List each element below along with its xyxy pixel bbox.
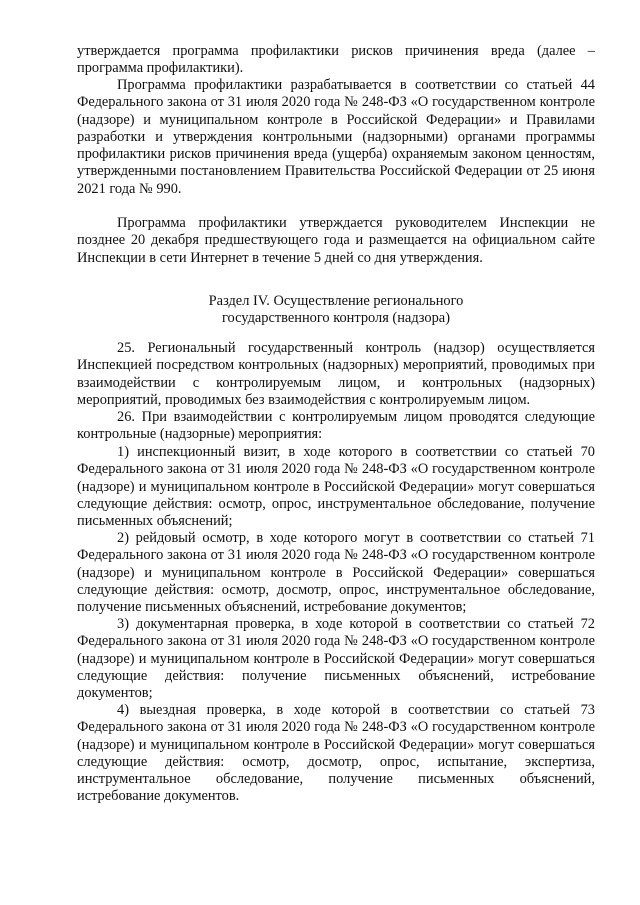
item-25: 25. Региональный государственный контроль (надзор) осуществляется Инспекцией посредством контрольных (надзорных) мероприятий, проводимых при взаимодействии с контролируемым лицом, и контрольных (надзорных) мероприятий, проводимых без взаимодействия с контролируемым лицом. [77, 340, 595, 408]
section-heading-line-1: Раздел IV. Осуществление регионального [208, 293, 464, 309]
list-item-1: 1) инспекционный визит, в ходе которого в соответствии со статьей 70 Федерального закона от 31 июля 2020 года № 248-ФЗ «О государственном контроле (надзоре) и муниципальном контроле в Российской Федерации» могут совершаться следующие действия: осмотр, опрос, инструментальное обследование, получение письменных объяснений; [77, 444, 595, 530]
section-heading-line-2: государственного контроля (надзора) [222, 310, 450, 327]
list-item-4: 4) выездная проверка, в ходе которой в соответствии со статьей 73 Федерального закона от 31 июля 2020 года № 248-ФЗ «О государственном контроле (надзоре) и муниципальном контроле в Российской Федерации» могут совершаться следующие действия: осмотр, досмотр, опрос, испытание, экспертиза, инструментальное обследование, получение письменных объяснений, истребование документов. [77, 702, 595, 805]
list-item-3: 3) документарная проверка, в ходе которой в соответствии со статьей 72 Федерального закона от 31 июля 2020 года № 248-ФЗ «О государственном контроле (надзоре) и муниципальном контроле в Российской Федерации» могут совершаться следующие действия: получение письменных объяснений, истребование документов; [77, 616, 595, 702]
paragraph-program-approval: Программа профилактики утверждается руководителем Инспекции не позднее 20 декабря предшествующего года и размещается на официальном сайте Инспекции в сети Интернет в течение 5 дней со дня утверждения. [77, 215, 595, 266]
paragraph-program-basis: Программа профилактики разрабатывается в соответствии со статьей 44 Федерального закона от 31 июля 2020 года № 248-ФЗ «О государственном контроле (надзоре) и муниципальном контроле в Российской Федерации» и Правилами разработки и утверждения контрольными (надзорными) органами программы профилактики рисков причинения вреда (ущерба) охраняемым законом ценностям, утвержденными постановлением Правительства Российской Федерации от 25 июня 2021 года № 990. [77, 77, 595, 197]
section-heading [77, 293, 595, 328]
list-item-2: 2) рейдовый осмотр, в ходе которого могут в соответствии со статьей 71 Федерального закона от 31 июля 2020 года № 248-ФЗ «О государственном контроле (надзоре) и муниципальном контроле в Российской Федерации» совершаться следующие действия: осмотр, досмотр, опрос, инструментальное обследование, получение письменных объяснений, истребование документов; [77, 530, 595, 616]
item-26: 26. При взаимодействии с контролируемым лицом проводятся следующие контрольные (надзорные) мероприятия: [77, 409, 595, 443]
paragraph-continuation: утверждается программа профилактики рисков причинения вреда (далее – программа профилактики). [77, 43, 595, 77]
